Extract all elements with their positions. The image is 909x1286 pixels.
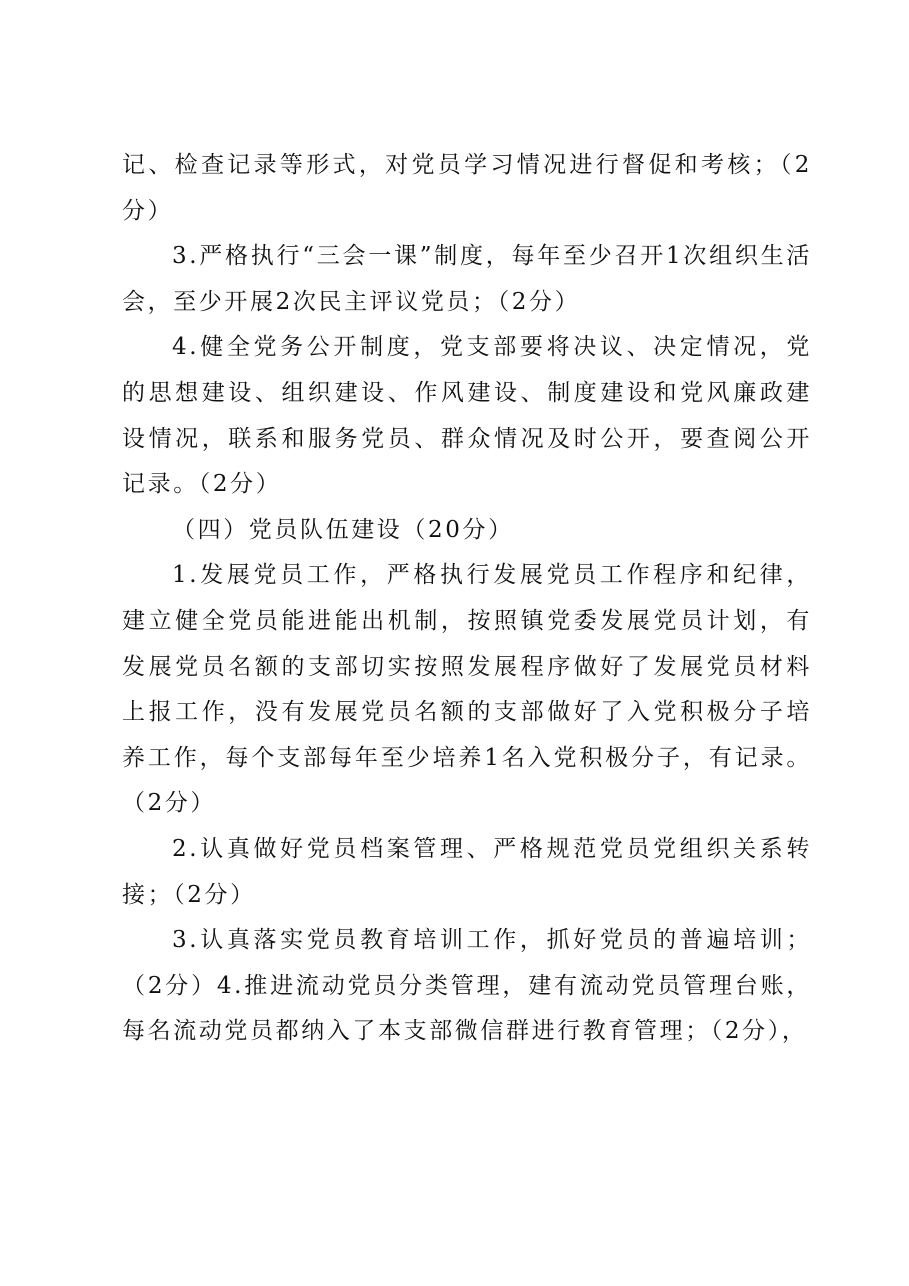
paragraph-three-meetings: 3.严格执行“三会一课”制度，每年至少召开1次组织生活会，至少开展2次民主评议党员；（2分） bbox=[122, 243, 812, 315]
paragraph-education-training: 3.认真落实党员教育培训工作，抓好党员的普遍培训；（2分）4.推进流动党员分类管理，建有流动党员管理台账，每名流动党员都纳入了本支部微信群进行教育管理；（2分）， bbox=[122, 927, 812, 1045]
paragraph-party-affairs-openness: 4.健全党务公开制度，党支部要将决议、决定情况，党的思想建设、组织建设、作风建设、制度建设和党风廉政建设情况，联系和服务党员、群众情况及时公开，要查阅公开记录。（2分） bbox=[122, 334, 812, 498]
paragraph-archive-management: 2.认真做好党员档案管理、严格规范党员党组织关系转接；（2分） bbox=[122, 835, 812, 908]
section-heading-member-team: （四）党员队伍建设（20分） bbox=[172, 516, 514, 543]
document-body bbox=[122, 143, 812, 1055]
paragraph-member-development: 1.发展党员工作，严格执行发展党员工作程序和纪律，建立健全党员能进能出机制，按照镇党委发展党员计划，有发展党员名额的支部切实按照发展程序做好了发展党员材料上报工作，没有发展党员名额的支部做好了入党积极分子培养工作，每个支部每年至少培养1名入党积极分子，有记录。（2分） bbox=[122, 562, 812, 817]
paragraph-study-supervision: 记、检查记录等形式，对党员学习情况进行督促和考核；（2分） bbox=[122, 152, 812, 224]
